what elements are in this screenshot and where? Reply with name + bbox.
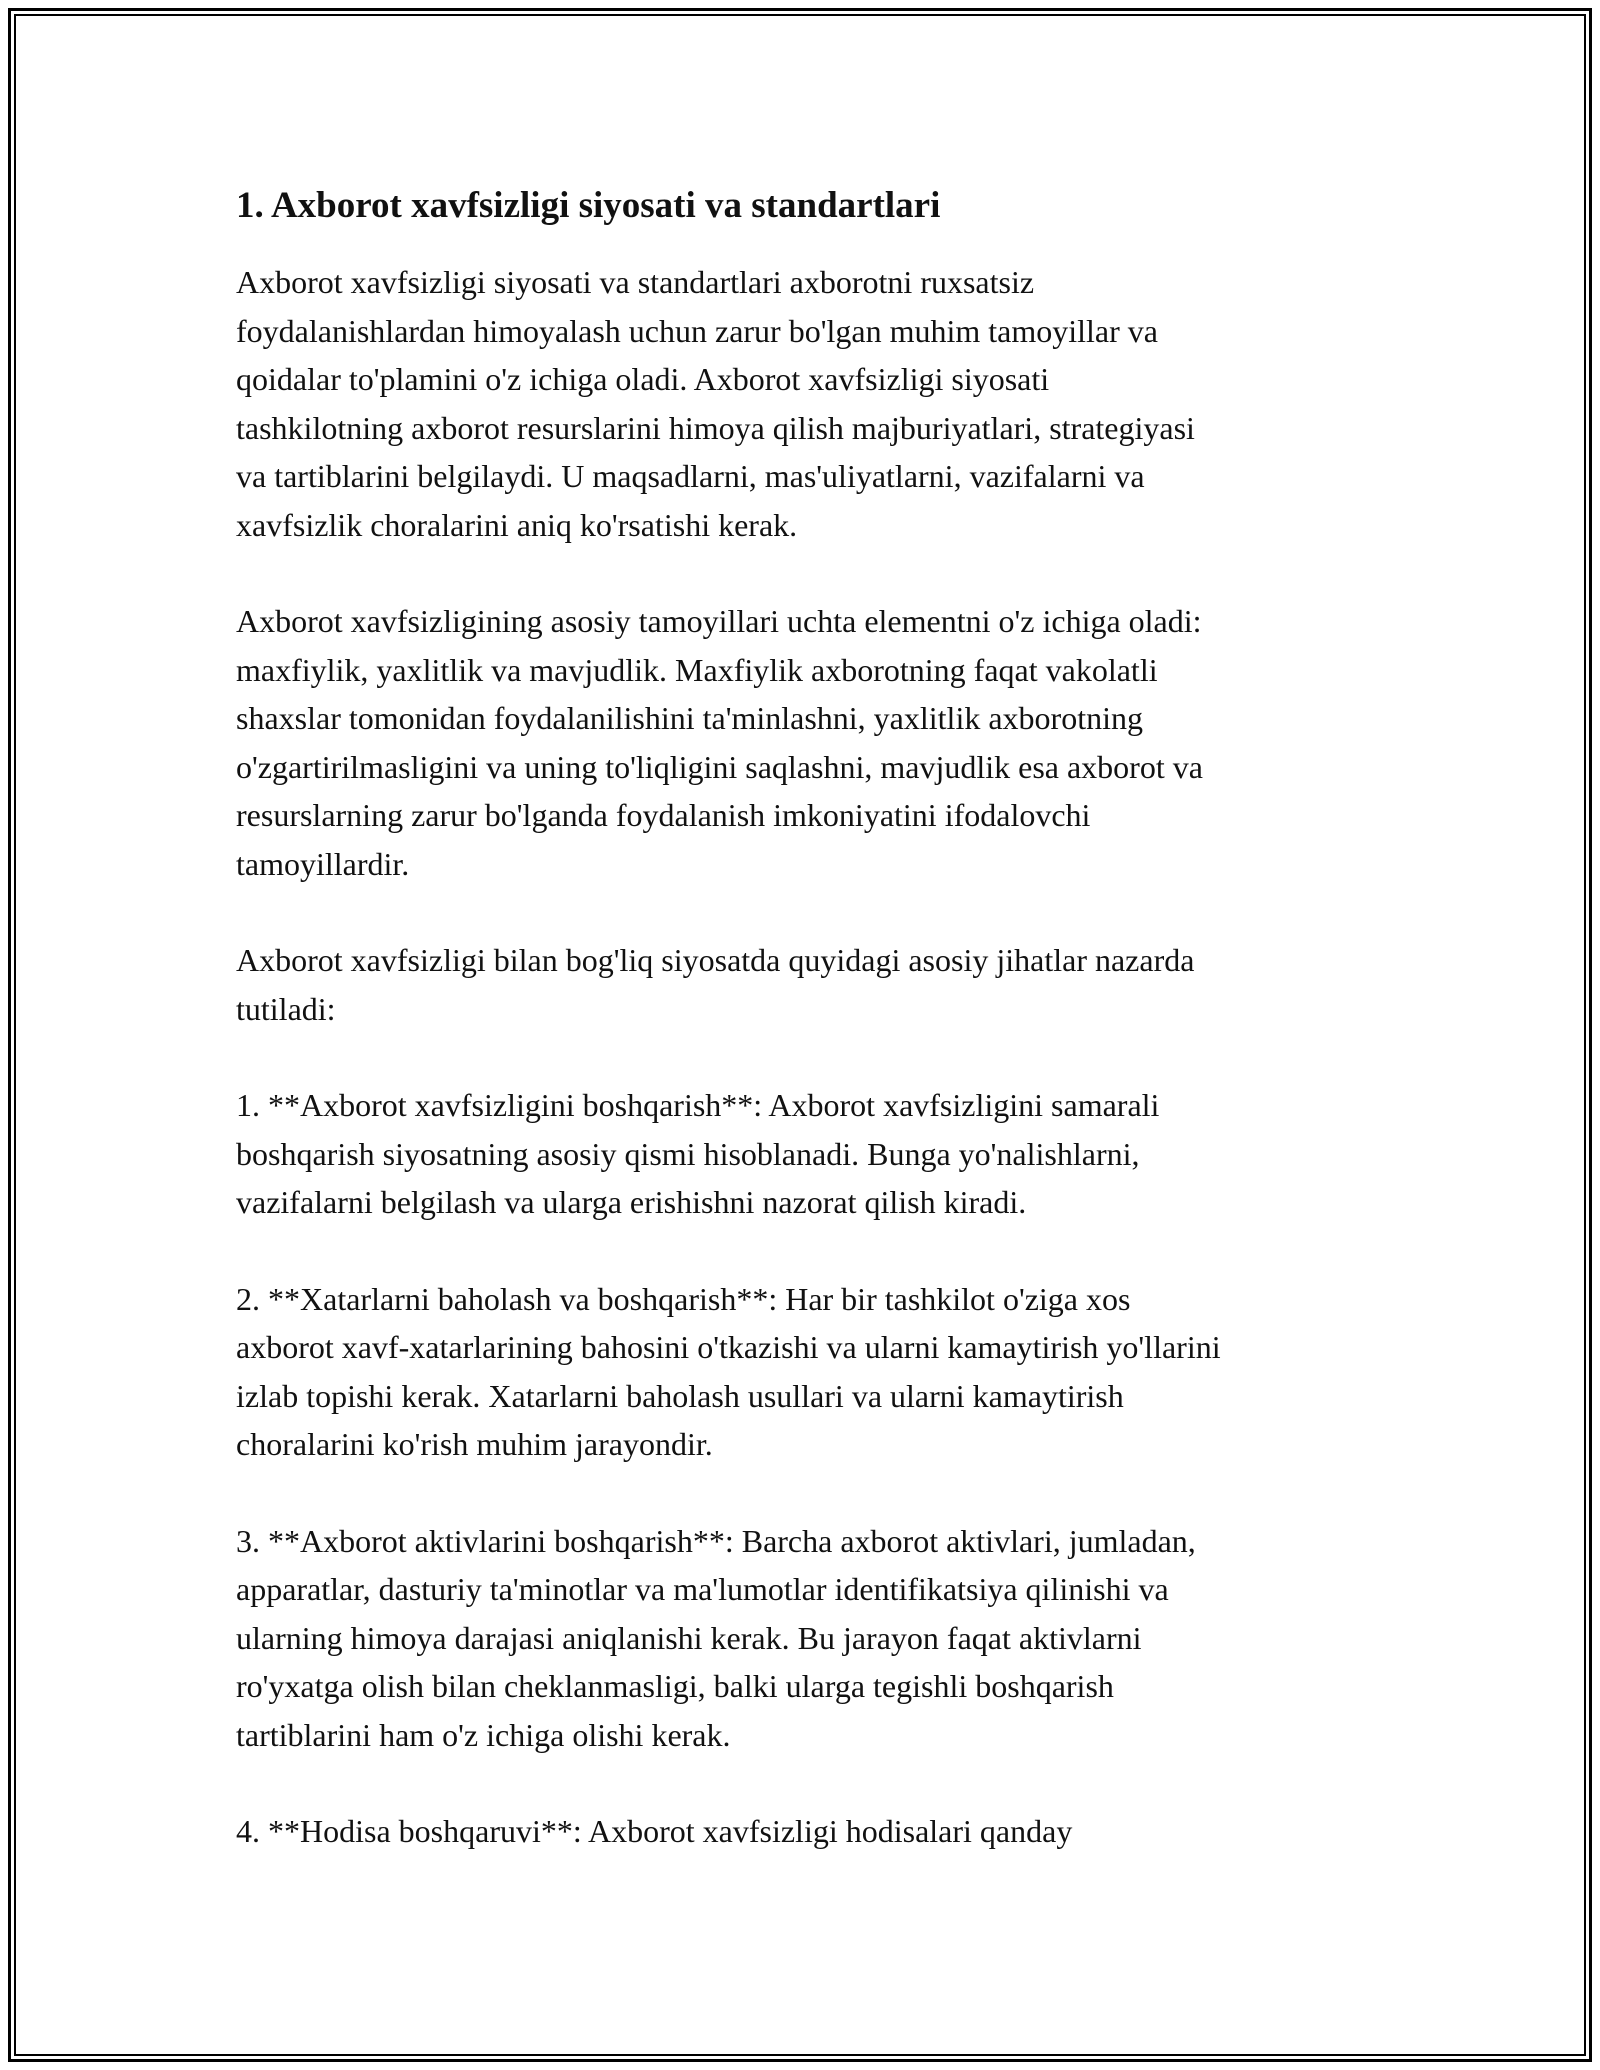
section-heading: 1. Axborot xavfsizligi siyosati va standartlari	[236, 185, 941, 226]
list-item-management: 1. **Axborot xavfsizligini boshqarish**: Axborot xavfsizligini samarali boshqarish siyosatning asosiy qismi hisoblanadi. Bunga yo'nalishlarni, vazifalarni belgilash va ularga erishishni nazorat qilish kiradi.	[236, 1087, 1160, 1221]
list-item-incident-management: 4. **Hodisa boshqaruvi**: Axborot xavfsizligi hodisalari qanday	[236, 1813, 1073, 1850]
paragraph-intro: Axborot xavfsizligi siyosati va standartlari axborotni ruxsatsiz foydalanishlardan himoyalash uchun zarur bo'lgan muhim tamoyillar va qoidalar to'plamini o'z ichiga oladi. Axborot xavfsizligi siyosati tashkilotning axborot resurslarini himoya qilish majburiyatlari, strategiyasi va tartiblarini belgilaydi. U maqsadlarni, mas'uliyatlarni, vazifalarni va xavfsizlik choralarini aniq ko'rsatishi kerak.	[236, 264, 1195, 543]
list-item-risk-assessment: 2. **Xatarlarni baholash va boshqarish**: Har bir tashkilot o'ziga xos axborot xavf-xatarlarining bahosini o'tkazishi va ularni kamaytirish yo'llarini izlab topishi kerak. Xatarlarni baholash usullari va ularni kamaytirish choralarini ko'rish muhim jarayondir.	[236, 1280, 1221, 1463]
document-body	[236, 182, 1376, 1856]
paragraph-principles: Axborot xavfsizligining asosiy tamoyillari uchta elementni o'z ichiga oladi: maxfiylik, yaxlitlik va mavjudlik. Maxfiylik axborotning faqat vakolatli shaxslar tomonidan foydalanilishini ta'minlashni, yaxlitlik axborotning o'zgartirilmasligini va uning to'liqligini saqlashni, mavjudlik esa axborot va resurslarning zarur bo'lganda foydalanish imkoniyatini ifodalovchi tamoyillardir.	[236, 603, 1203, 882]
list-item-asset-management: 3. **Axborot aktivlarini boshqarish**: Barcha axborot aktivlari, jumladan, apparatlar, dasturiy ta'minotlar va ma'lumotlar identifikatsiya qilinishi va ularning himoya darajasi aniqlanishi kerak. Bu jarayon faqat aktivlarni ro'yxatga olish bilan cheklanmasligi, balki ularga tegishli boshqarish tartiblarini ham o'z ichiga olishi kerak.	[236, 1522, 1196, 1753]
paragraph-aspects-intro: Axborot xavfsizligi bilan bog'liq siyosatda quyidagi asosiy jihatlar nazarda tutiladi:	[236, 942, 1195, 1027]
